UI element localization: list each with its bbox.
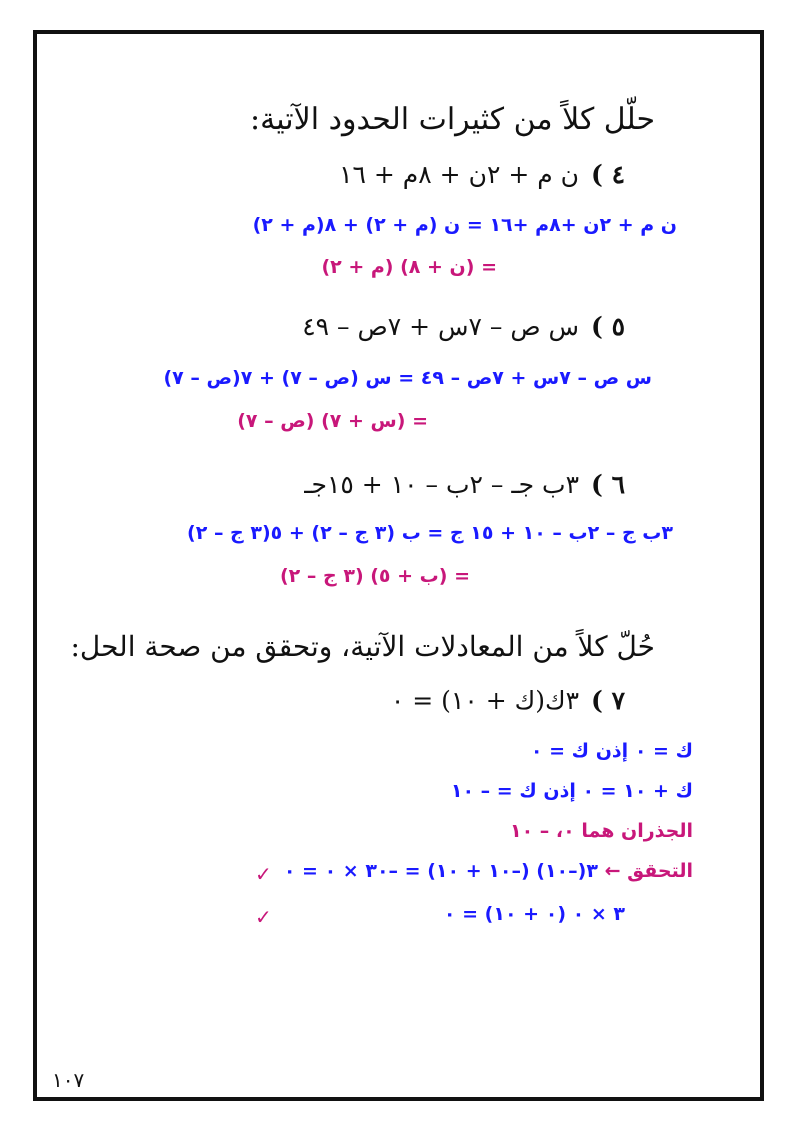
- problem-5-number: ٥ ): [591, 312, 625, 341]
- page-number: ١٠٧: [52, 1068, 85, 1092]
- problem-7-number: ٧ ): [591, 686, 625, 715]
- problem-5-step1: س ص – ٧س + ٧ص – ٤٩ = س (ص – ٧) + ٧(ص – ٧): [163, 367, 652, 389]
- problem-5-step2: = (س + ٧) (ص – ٧): [237, 410, 428, 432]
- section1-heading: حلّل كلاً من كثيرات الحدود الآتية:: [250, 102, 655, 137]
- problem-4: [339, 160, 625, 189]
- check-label: التحقق ←: [604, 860, 693, 882]
- problem-6-number: ٦ ): [591, 470, 625, 499]
- problem-7-roots: الجذران هما ٠، – ١٠: [509, 820, 693, 842]
- check-mark-2: ✓: [255, 905, 272, 929]
- problem-6-step2: = (ب + ٥) (٣ ج – ٢): [279, 565, 470, 587]
- problem-7-check-line2: ٣ × ٠ (٠ + ١٠) = ٠: [443, 903, 625, 925]
- problem-5: [302, 312, 625, 341]
- problem-6-step1: ٣ب ج – ٢ب – ١٠ + ١٥ ج = ب (٣ ج – ٢) + ٥(٣ ج – ٢): [187, 522, 673, 544]
- problem-5-expression: س ص – ٧س + ٧ص – ٤٩: [302, 312, 580, 341]
- problem-4-number: ٤ ): [591, 160, 625, 189]
- problem-7-solution-line2: ك + ١٠ = ٠ إذن ك = – ١٠: [450, 780, 693, 802]
- problem-6-expression: ٣ب جـ – ٢ب – ١٠ + ١٥جـ: [304, 470, 580, 499]
- problem-7-check-line1: [284, 860, 693, 882]
- problem-4-expression: ن م + ٢ن + ٨م + ١٦: [339, 160, 580, 189]
- problem-7-expression: ٣ك(ك + ١٠) = ٠: [390, 686, 580, 715]
- check-mark-1: ✓: [255, 862, 272, 886]
- problem-7-solution-line1: ك = ٠ إذن ك = ٠: [530, 740, 693, 762]
- problem-4-step1: ن م + ٢ن +٨م +١٦ = ن (م + ٢) + ٨(م + ٢): [252, 214, 677, 236]
- check-equation-1: ٣(–١٠) (–١٠ + ١٠) = –٣٠ × ٠ = ٠: [283, 860, 598, 882]
- problem-7: [391, 686, 625, 715]
- problem-6: [304, 470, 625, 499]
- section2-heading: حُلّ كلاً من المعادلات الآتية، وتحقق من صحة الحل:: [70, 630, 655, 663]
- problem-4-step2: = (ن + ٨) (م + ٢): [321, 256, 497, 278]
